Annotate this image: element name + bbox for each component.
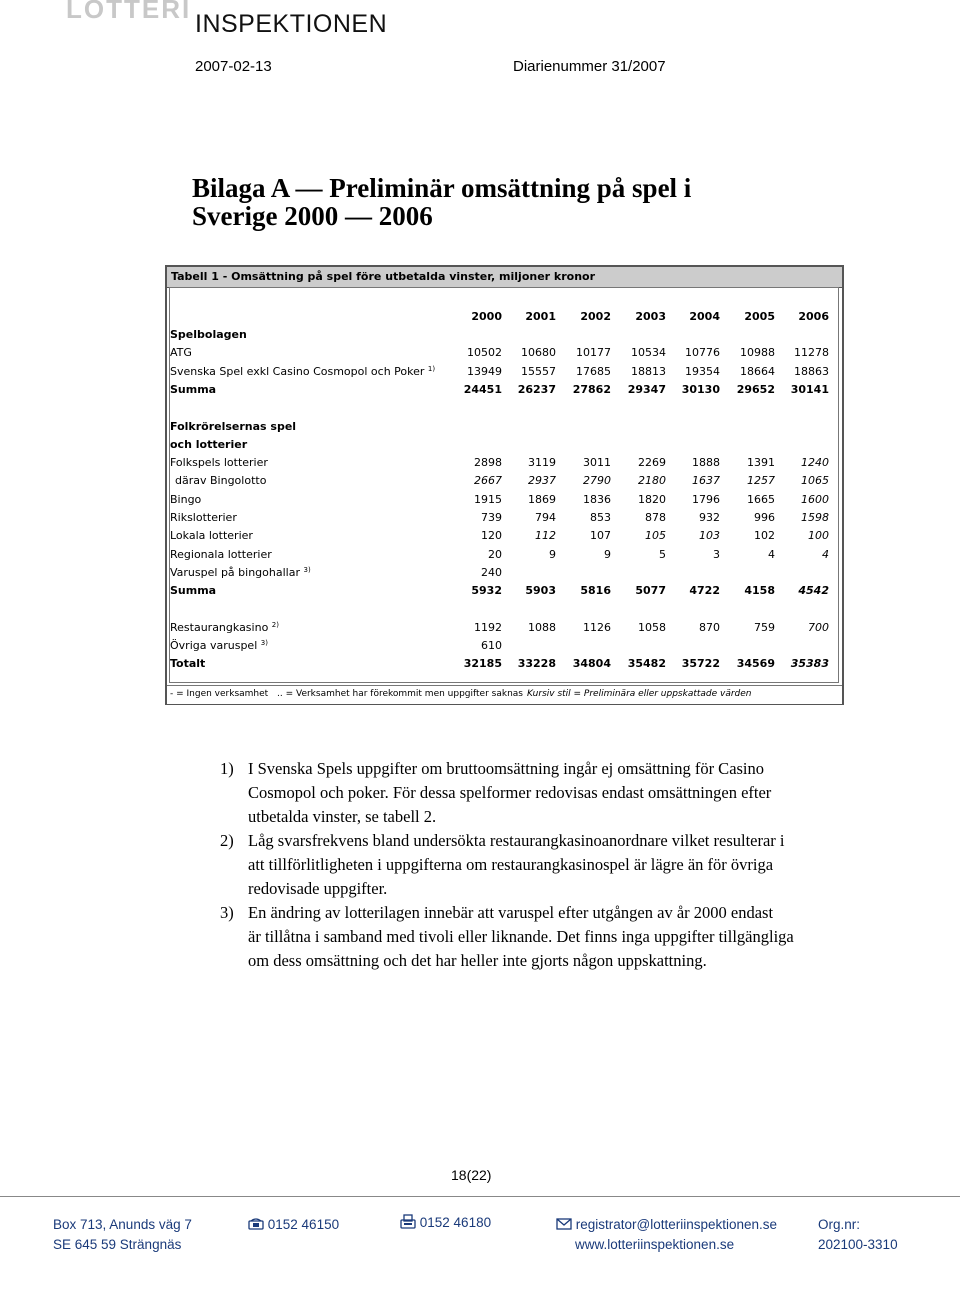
row-label <box>175 474 266 487</box>
footnote-ref: 2) <box>271 620 279 629</box>
row-label-text: Varuspel på bingohallar <box>170 565 300 579</box>
table-cell: 4542 <box>798 584 829 598</box>
table-cell: 34804 <box>572 657 611 671</box>
row-label-text: Svenska Spel exkl Casino Cosmopol och Poker <box>170 364 425 378</box>
table-cell: 240 <box>481 565 502 579</box>
year-header-cell: 2000 <box>471 310 502 323</box>
table-legend <box>167 685 842 704</box>
row-label <box>170 529 253 542</box>
table-cell: 15557 <box>521 364 556 378</box>
footnote-line: utbetalda vinster, se tabell 2. <box>248 807 437 826</box>
table-cell: 870 <box>699 620 720 634</box>
table-caption-band <box>167 267 842 288</box>
footnote-ref: 3) <box>303 565 311 574</box>
table-cell: 102 <box>754 529 775 543</box>
table-cell: 4722 <box>689 584 720 598</box>
mail-icon <box>556 1218 572 1233</box>
footnote-line: om dess omsättning och det har heller inte gjorts någon uppskattning. <box>248 951 707 970</box>
table-cell: 1820 <box>638 492 666 506</box>
table-cell: 1796 <box>692 492 720 506</box>
table-cell: 1065 <box>801 474 829 488</box>
footer-email <box>556 1217 777 1233</box>
table-cell: 2790 <box>583 474 611 488</box>
footnote-ref: 1) <box>427 364 436 373</box>
table-cell: 120 <box>481 529 502 543</box>
table-row <box>167 583 842 601</box>
row-label <box>170 657 205 670</box>
table-cell: 5816 <box>580 584 611 598</box>
table-cell: 853 <box>590 511 611 524</box>
year-header-cell: 2002 <box>580 310 611 323</box>
table-cell: 13949 <box>467 364 502 378</box>
table-cell: 1088 <box>528 620 556 634</box>
row-label-text: därav Bingolotto <box>175 474 267 488</box>
year-header-cell: 2004 <box>689 310 720 323</box>
table-cell: 18664 <box>740 364 775 378</box>
table-cell: 30130 <box>681 382 720 396</box>
table-row <box>167 510 842 528</box>
table-cell: 2667 <box>474 474 502 488</box>
year-header-row <box>167 309 842 327</box>
table-row <box>167 565 842 583</box>
table-cell: 27862 <box>572 382 611 396</box>
table-row <box>167 620 842 638</box>
table-cell: 1600 <box>801 492 829 506</box>
table-cell: 24451 <box>463 382 502 396</box>
diarienummer: Diarienummer 31/2007 <box>513 58 666 75</box>
table-cell: 1240 <box>801 456 829 470</box>
footnote-number: 1) <box>220 759 234 778</box>
footnote-text <box>248 757 868 829</box>
table-cell: 878 <box>645 511 666 524</box>
table-row <box>167 638 842 656</box>
table-cell: 4 <box>768 547 775 561</box>
table-cell: 11278 <box>794 346 829 360</box>
row-label <box>170 584 216 597</box>
table-cell: 30141 <box>790 382 829 396</box>
table-cell: 33228 <box>517 657 556 671</box>
year-header-cell: 2003 <box>635 310 666 323</box>
table-cell: 100 <box>808 529 829 543</box>
table-cell: 18863 <box>794 364 829 378</box>
table-cell: 5932 <box>471 584 502 598</box>
table-cell: 759 <box>754 620 775 634</box>
table-cell: 1836 <box>583 492 611 506</box>
row-label <box>170 621 279 634</box>
table-spacer-row <box>167 400 842 418</box>
row-label <box>170 456 268 469</box>
website-link[interactable]: www.lotteriinspektionen.se <box>575 1237 735 1252</box>
row-label-text: Summa <box>170 382 217 396</box>
row-label-text: Rikslotterier <box>170 511 237 524</box>
legend-prelim: Kursiv stil = Preliminära eller uppskattade värden <box>527 689 752 699</box>
row-label <box>170 383 216 396</box>
table-cell: 10177 <box>576 346 611 360</box>
row-label-text: Folkspels lotterier <box>170 456 268 470</box>
table-cell: 2269 <box>638 456 666 470</box>
row-label <box>170 639 268 652</box>
footer-address-2: SE 645 59 Strängnäs <box>53 1237 182 1252</box>
title-line-1: Bilaga A — Preliminär omsättning på spel i <box>192 173 692 203</box>
table-row <box>167 364 842 382</box>
page-title <box>192 174 792 230</box>
table-cell: 112 <box>535 529 556 543</box>
year-header-cell: 2005 <box>744 310 775 323</box>
row-label-text: ATG <box>170 346 192 360</box>
row-label-text: Restaurangkasino <box>170 620 269 634</box>
table-cell: 103 <box>699 529 720 543</box>
table-row <box>167 382 842 400</box>
table-cell: 700 <box>808 620 829 634</box>
row-label <box>170 511 237 524</box>
org-nr-value: 202100-3310 <box>818 1237 898 1252</box>
table-cell: 2180 <box>638 474 666 488</box>
table-cell: 3 <box>713 547 720 561</box>
row-label <box>170 346 192 359</box>
table-cell: 105 <box>645 529 666 543</box>
row-label <box>170 365 435 378</box>
footnote-ref: 3) <box>260 639 268 648</box>
table-row <box>167 455 842 473</box>
year-header-cell: 2001 <box>525 310 556 323</box>
table-cell: 1869 <box>528 492 556 506</box>
table-cell: 10680 <box>521 346 556 360</box>
table-row <box>167 327 842 345</box>
table-cell: 1257 <box>747 474 775 488</box>
table-cell: 10988 <box>740 346 775 360</box>
page-number: 18(22) <box>451 1167 492 1183</box>
table-cell: 1915 <box>474 492 502 506</box>
email-link[interactable]: registrator@lotteriinspektionen.se <box>575 1217 778 1232</box>
table-row <box>167 528 842 546</box>
title-line-2: Sverige 2000 — 2006 <box>192 201 433 231</box>
table-cell: 5 <box>659 547 666 561</box>
footnote-line: Cosmopol och poker. För dessa spelformer redovisas endast omsättningen efter <box>248 783 772 802</box>
table-cell: 35383 <box>790 657 829 671</box>
row-label-text: Bingo <box>170 492 202 506</box>
table-cell: 5903 <box>525 584 556 598</box>
footnote-line: är tillåtna i samband med tivoli eller liknande. Det finns inga uppgifter tillgängliga <box>248 927 794 946</box>
footnote-number: 3) <box>220 903 234 922</box>
row-label <box>170 328 247 341</box>
row-label-text: Lokala lotterier <box>170 529 253 543</box>
table-cell: 10776 <box>685 346 720 360</box>
table-cell: 32185 <box>463 657 502 671</box>
table-cell: 10534 <box>631 346 666 360</box>
table-cell: 5077 <box>635 584 666 598</box>
row-label-text: Övriga varuspel <box>170 639 258 653</box>
org-nr-label: Org.nr: <box>818 1217 861 1232</box>
table-cell: 1058 <box>638 620 666 634</box>
table-cell: 1391 <box>747 456 775 470</box>
footnote-line: En ändring av lotterilagen innebär att varuspel efter utgången av år 2000 endast <box>248 903 774 922</box>
fax-number: 0152 46180 <box>419 1215 492 1231</box>
row-label-text: Folkrörelsernas spel <box>170 419 297 433</box>
table-cell: 2898 <box>474 456 502 470</box>
footer-fax <box>400 1214 491 1233</box>
legend-missing: .. = Verksamhet har förekommit men uppgifter saknas <box>277 689 523 699</box>
table-cell: 3011 <box>583 456 611 470</box>
row-label-text: och lotterier <box>170 437 248 451</box>
table-cell: 1665 <box>747 492 775 506</box>
table-cell: 1888 <box>692 456 720 470</box>
phone-number: 0152 46150 <box>267 1217 340 1232</box>
table-cell: 35722 <box>681 657 720 671</box>
footnote-line: att tillförlitligheten i uppgifterna om restaurangkasinospel är lägre än för övriga <box>248 855 774 874</box>
footnote-text <box>248 829 868 901</box>
table-cell: 29652 <box>736 382 775 396</box>
table-cell: 10502 <box>467 346 502 360</box>
table-cell: 107 <box>590 529 611 543</box>
phone-icon <box>248 1218 264 1233</box>
table-cell: 9 <box>549 547 556 561</box>
table-row <box>167 492 842 510</box>
logo-lotteri-text: LOTTERI <box>66 0 192 24</box>
row-label-text: Spelbolagen <box>170 328 247 341</box>
row-label <box>170 548 272 561</box>
table-cell: 1637 <box>692 474 720 488</box>
table-cell: 18813 <box>631 364 666 378</box>
table-row <box>167 547 842 565</box>
footer-address-1: Box 713, Anunds väg 7 <box>53 1217 192 1232</box>
table-cell: 29347 <box>627 382 666 396</box>
table-cell: 610 <box>481 639 502 653</box>
table-row <box>167 345 842 363</box>
footnote-line: Låg svarsfrekvens bland undersökta restaurangkasinoanordnare vilket resulterar i <box>248 831 785 850</box>
row-label <box>170 493 201 506</box>
turnover-table <box>165 265 844 705</box>
table-row <box>167 419 842 437</box>
table-caption: Tabell 1 - Omsättning på spel före utbetalda vinster, miljoner kronor <box>171 270 596 283</box>
footnote-line: redovisade uppgifter. <box>248 879 388 898</box>
document-date: 2007-02-13 <box>195 58 272 75</box>
table-cell: 9 <box>604 547 611 561</box>
footnote-line: I Svenska Spels uppgifter om bruttoomsättning ingår ej omsättning för Casino <box>248 759 765 778</box>
footer-phone <box>248 1217 339 1233</box>
footer-divider <box>0 1196 960 1197</box>
table-cell: 794 <box>535 511 556 524</box>
footnote-text <box>248 901 868 973</box>
table-cell: 739 <box>481 511 502 524</box>
table-cell: 3119 <box>528 456 556 470</box>
legend-none: - = Ingen verksamhet <box>170 689 269 699</box>
table-spacer-row <box>167 602 842 620</box>
table-cell: 2937 <box>528 474 556 488</box>
table-cell: 20 <box>488 547 502 561</box>
table-cell: 4 <box>822 547 829 561</box>
table-cell: 1126 <box>583 620 611 634</box>
table-cell: 26237 <box>517 382 556 396</box>
table-cell: 34569 <box>736 657 775 671</box>
year-header-cell: 2006 <box>798 310 829 323</box>
row-label <box>170 420 296 433</box>
table-row <box>167 656 842 674</box>
table-cell: 17685 <box>576 364 611 378</box>
table-row <box>167 437 842 455</box>
fax-icon <box>400 1214 416 1233</box>
table-cell: 35482 <box>627 657 666 671</box>
logo-inspektionen-text: INSPEKTIONEN <box>195 10 388 38</box>
table-row <box>167 473 842 491</box>
footnote-number: 2) <box>220 831 234 850</box>
row-label-text: Summa <box>170 584 217 598</box>
table-cell: 932 <box>699 511 720 524</box>
row-label-text: Totalt <box>170 657 206 671</box>
table-cell: 4158 <box>744 584 775 598</box>
table-cell: 1598 <box>801 511 829 524</box>
table-cell: 996 <box>754 511 775 524</box>
table-cell: 19354 <box>685 364 720 378</box>
row-label <box>170 566 311 579</box>
row-label-text: Regionala lotterier <box>170 547 272 561</box>
table-cell: 1192 <box>474 620 502 634</box>
row-label <box>170 438 247 451</box>
